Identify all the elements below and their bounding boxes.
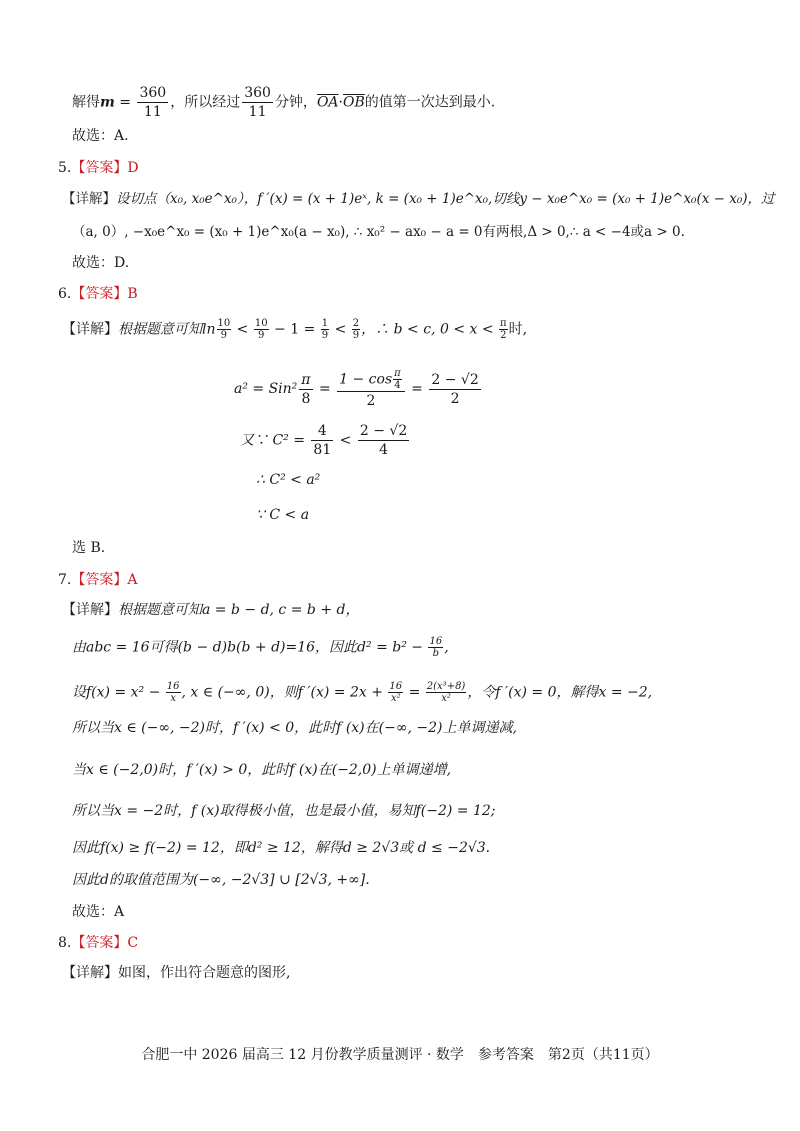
- q7-line-3: [72, 681, 652, 704]
- q6-frac-2-9: [352, 318, 360, 341]
- q4-fraction-2: [242, 84, 273, 121]
- q6-pi4-num: π: [394, 368, 401, 379]
- q6-root-num: 2 − √2: [431, 371, 479, 388]
- q7-line-3-pre: 设f(x) = x² −: [72, 684, 165, 701]
- q4-solve-line: [72, 84, 495, 121]
- q6-frac-pi-8: [299, 371, 312, 408]
- q6-frac-a-den: 9: [220, 330, 228, 341]
- q7-line-2-post: ,: [444, 639, 449, 656]
- q7-frac-16x-num: 16: [166, 681, 180, 692]
- q7-frac-16-x: [166, 681, 181, 704]
- q4-fraction-2-den: 11: [248, 104, 267, 120]
- q4-tail-text: 的值第一次达到最小.: [364, 94, 496, 111]
- q7-line-8: 因此d的取值范围为(−∞, −2√3] ∪ [2√3, +∞].: [72, 872, 370, 888]
- q5-detail-text-1: 设切点（x₀, x₀e^x₀），f ′(x) = (x + 1)eˣ, k = (x₀ + 1)e^x₀,切线y − x₀e^x₀ = (x₀ + 1)e^x₀(x − x₀)，过: [116, 191, 775, 207]
- q4-m-var: m: [100, 94, 115, 111]
- q7-frac-16x2-den: x²: [390, 693, 401, 704]
- q6-eq-1: =: [314, 381, 336, 397]
- q6-a2-equation: [234, 368, 483, 410]
- q6-answer-line: [58, 284, 138, 304]
- q6-frac-root: [429, 371, 480, 408]
- q6-frac-cos: [337, 368, 405, 410]
- q6-cos-den: 2: [366, 393, 376, 409]
- q8-answer-line: [58, 933, 138, 953]
- q6-root-den: 2: [450, 390, 460, 407]
- q7-line-5: 当x ∈ (−2,0)时，f ′(x) > 0，此时f (x)在(−2,0)上单调递增,: [72, 762, 452, 778]
- q6-lt-1: <: [232, 321, 253, 338]
- q7-frac-2x3-num: 2(x³+8): [426, 681, 466, 692]
- q8-detail-tag: 【详解】: [62, 965, 118, 981]
- q4-eq: =: [114, 94, 136, 111]
- q4-fraction-1: [137, 84, 168, 121]
- q6-c2-num: 4: [311, 422, 333, 441]
- q4-fraction-2-num: 360: [244, 85, 271, 101]
- q7-line-7: 因此f(x) ≥ f(−2) = 12，即d² ≥ 12，解得d ≥ 2√3或 d ≤ −2√3.: [72, 840, 491, 856]
- q7-answer-line: [58, 570, 137, 590]
- q5-detail-line-1: [62, 189, 775, 209]
- q7-frac-2x3-den: x²: [441, 693, 451, 704]
- q7-frac-16b-num: 16: [429, 636, 443, 647]
- q6-pi8-den: 8: [301, 390, 311, 407]
- q8-detail-text-1: 如图，作出符合题意的图形,: [118, 965, 291, 981]
- q7-detail-text-1: 根据题意可知a = b − d, c = b + d，: [118, 602, 360, 618]
- q7-detail-tag: 【详解】: [62, 602, 118, 618]
- q6-answer-tag: 【答案】: [71, 286, 128, 302]
- q5-number: 5.: [58, 160, 72, 176]
- q6-c2-rden: 4: [379, 442, 389, 458]
- q7-line-4: 所以当x ∈ (−∞, −2)时，f ′(x) < 0，此时f (x)在(−∞, −2)上单调递减,: [72, 720, 517, 736]
- q6-a2-lhs: a² = Sin²: [234, 381, 298, 397]
- q6-frac-4-81: [311, 422, 333, 459]
- q6-answer-value: B: [127, 286, 138, 302]
- q7-frac-16x2-num: 16: [389, 681, 403, 692]
- q4-so-text: ，所以经过: [170, 94, 241, 111]
- q4-fraction-1-num: 360: [139, 85, 167, 101]
- q6-c2-den: 81: [313, 442, 332, 458]
- q7-line-6: 所以当x = −2时，f (x)取得极小值，也是最小值，易知f(−2) = 12;: [72, 803, 496, 819]
- q6-pi8-num: π: [301, 371, 311, 388]
- q7-frac-16x-den: x: [170, 693, 176, 704]
- q6-frac-d-num: 2: [352, 318, 360, 329]
- q6-detail-prefix: 根据题意可知ln: [118, 321, 216, 338]
- q6-cos-text: 1 − cos: [339, 371, 393, 388]
- page-footer: 合肥一中 2026 届高三 12 月份教学质量测评 · 数学 参考答案 第2页（共11页）: [141, 1047, 659, 1063]
- q6-number: 6.: [58, 286, 72, 302]
- q7-line-3-eq: =: [404, 684, 425, 701]
- q6-frac-b-num: 10: [254, 318, 268, 329]
- q6-shi: 时,: [508, 321, 528, 338]
- q6-c2-inequality: [240, 422, 411, 459]
- q6-frac-c-num: 1: [321, 318, 329, 329]
- q6-frac-e-den: 2: [500, 330, 507, 341]
- q8-answer-tag: 【答案】: [71, 935, 128, 951]
- q4-fraction-1-den: 11: [143, 104, 162, 120]
- q7-answer-tag: 【答案】: [71, 572, 128, 588]
- q7-answer-value: A: [127, 572, 138, 588]
- q7-line-3-mid: , x ∈ (−∞, 0)，则f ′(x) = 2x +: [181, 684, 388, 701]
- q5-answer-value: D: [127, 160, 139, 176]
- q6-frac-d-den: 9: [352, 330, 360, 341]
- q6-lt-3: <: [335, 432, 356, 449]
- q7-frac-2x3: [426, 681, 467, 704]
- q6-frac-10-9-a: [217, 318, 232, 341]
- q6-because: ∵ C < a: [256, 507, 310, 523]
- q4-dot: ·: [338, 94, 343, 111]
- q6-frac-a-num: 10: [217, 318, 231, 329]
- q6-frac-10-9-b: [254, 318, 269, 341]
- q8-answer-value: C: [127, 935, 139, 951]
- q7-choose: 故选：A: [72, 904, 125, 920]
- q6-therefore: ∴ C² < a²: [256, 472, 321, 488]
- q6-frac-c-den: 9: [321, 330, 329, 341]
- q6-frac-root-4: [358, 422, 409, 459]
- q8-detail-line-1: [62, 963, 290, 983]
- q7-frac-16-b: [428, 636, 443, 659]
- q4-solve-prefix: 解得: [72, 94, 100, 111]
- q6-mid-text: ，∴ b < c, 0 < x <: [361, 321, 499, 338]
- q6-detail-tag: 【详解】: [62, 321, 118, 338]
- q6-cos-num: [337, 368, 405, 392]
- q4-vector-oa: $\overline{OA}$: [316, 94, 339, 111]
- q6-minus-one: − 1 =: [269, 321, 320, 338]
- q7-line-3-post: ，令f ′(x) = 0，解得x = −2,: [467, 684, 653, 701]
- q8-number: 8.: [58, 935, 72, 951]
- q5-answer-tag: 【答案】: [71, 160, 128, 176]
- q5-choose: 故选：D.: [72, 255, 130, 271]
- q4-choose: 故选：A.: [72, 128, 129, 144]
- q5-answer-line: [58, 158, 139, 178]
- q7-line-2-text: 由abc = 16可得(b − d)b(b + d)=16，因此d² = b² −: [72, 639, 428, 656]
- q6-frac-pi-4: [393, 368, 402, 391]
- q4-vector-ob: $\overline{OB}$: [342, 94, 365, 111]
- q6-lt-2: <: [330, 321, 351, 338]
- q6-frac-1-9: [321, 318, 329, 341]
- q7-frac-16b-den: b: [432, 648, 440, 659]
- q6-frac-b-den: 9: [258, 330, 265, 341]
- q5-detail-line-2: （a, 0）, −x₀e^x₀ = (x₀ + 1)e^x₀(a − x₀), ∴ x₀² − ax₀ − a = 0有两根,Δ > 0,∴ a < −4或a > 0.: [72, 224, 685, 240]
- q6-you-text: 又∵ C² =: [240, 432, 310, 449]
- q6-choose: 选 B.: [72, 540, 106, 556]
- q6-frac-e-num: π: [500, 318, 507, 329]
- q7-frac-16-x2: [388, 681, 403, 704]
- q6-frac-pi-2: [499, 318, 508, 341]
- q7-line-2: [72, 636, 449, 659]
- q5-detail-tag: 【详解】: [62, 191, 116, 207]
- q6-eq-2: =: [406, 381, 428, 397]
- q4-minutes-text: 分钟，: [274, 94, 317, 111]
- q6-c2-rnum: 2 − √2: [359, 423, 408, 439]
- q6-detail-line: [62, 318, 527, 341]
- q7-number: 7.: [58, 572, 72, 588]
- q7-detail-line-1: [62, 600, 359, 620]
- q6-pi4-den: 4: [394, 380, 401, 391]
